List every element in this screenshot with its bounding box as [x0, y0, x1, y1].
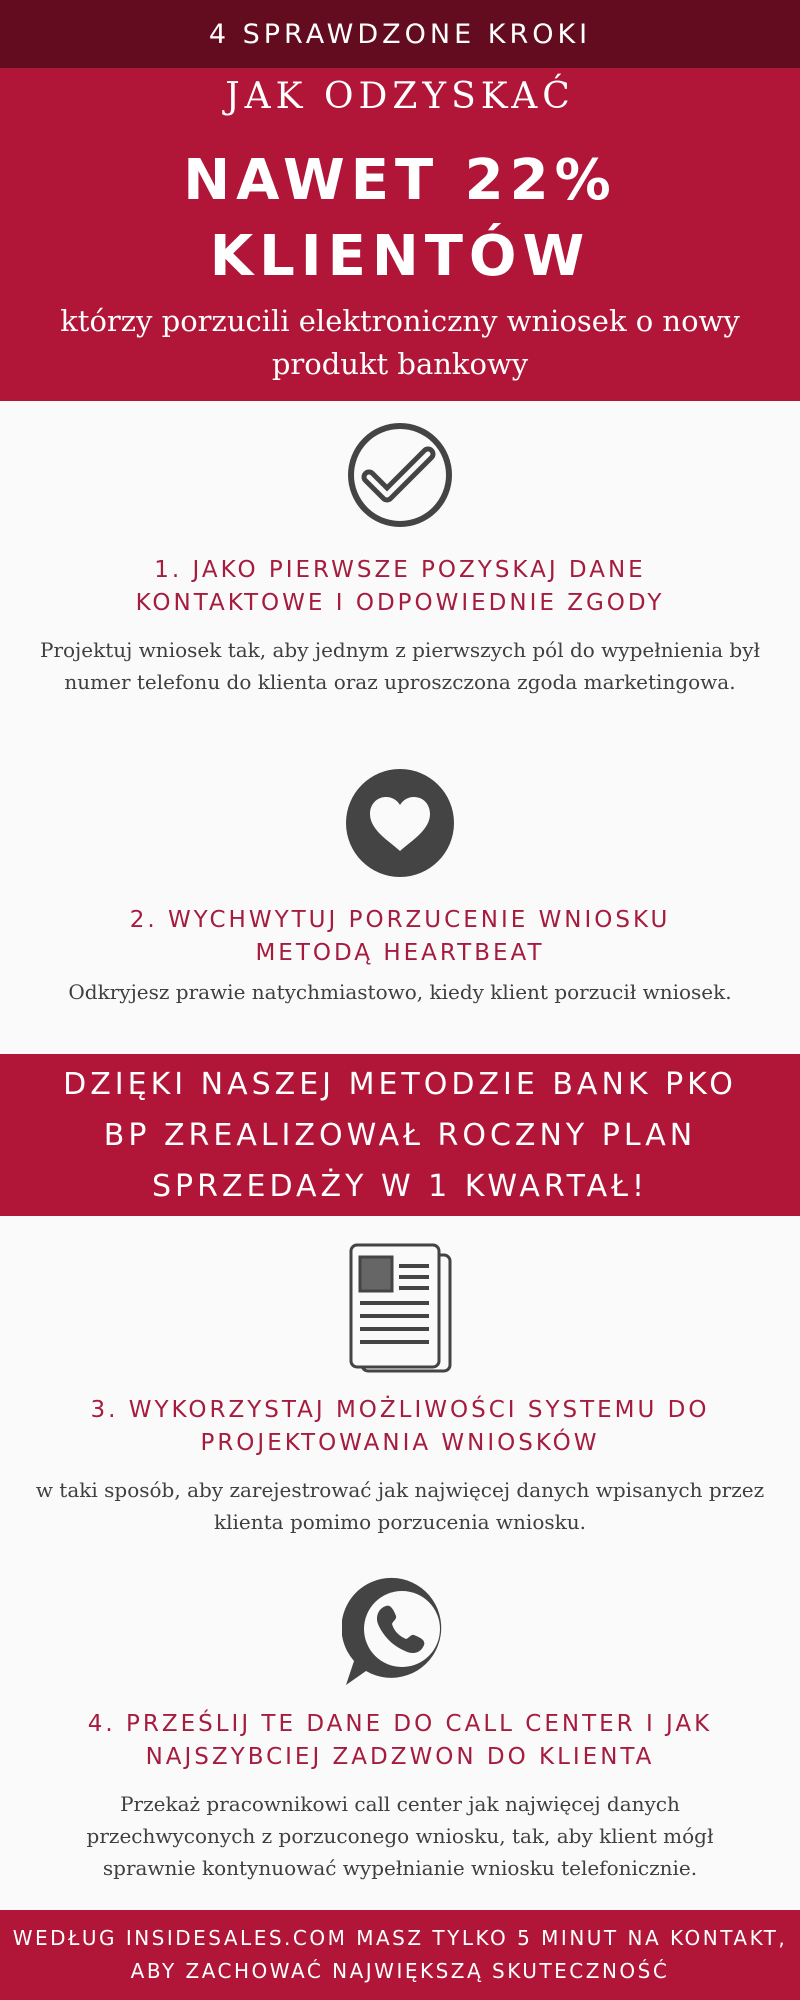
footer-banner	[0, 1910, 800, 2000]
footer-text: WEDŁUG INSIDESALES.COM MASZ TYLKO 5 MINUT NA KONTAKT, ABY ZACHOWAĆ NAJWIĘKSZĄ SKUTECZNOŚĆ	[12, 1926, 788, 1983]
step-2-title: 2. WYCHWYTUJ PORZUCENIE WNIOSKU METODĄ HEARTBEAT	[129, 907, 671, 966]
hero-kicker: JAK ODZYSKAĆ	[225, 76, 575, 117]
step-1-title: 1. JAKO PIERWSZE POZYSKAJ DANE KONTAKTOWE I ODPOWIEDNIE ZGODY	[135, 557, 665, 616]
top-banner	[0, 0, 800, 68]
checkmark-circle-icon	[0, 421, 800, 529]
step-1-description: Projektuj wniosek tak, aby jednym z pierwszych pól do wypełnienia był numer telefonu do klienta oraz uproszczona zgoda marketingowa.	[40, 638, 760, 694]
hero-headline: NAWET 22% KLIENTÓW	[183, 148, 617, 289]
whatsapp-phone-icon	[0, 1573, 800, 1689]
hero-subheadline: którzy porzucili elektroniczny wniosek o nowy produkt bankowy	[60, 304, 740, 381]
step-3-description: w taki sposób, aby zarejestrować jak najwięcej danych wpisanych przez klienta pomimo porzucenia wniosku.	[35, 1478, 765, 1534]
step-4-title: 4. PRZEŚLIJ TE DANE DO CALL CENTER I JAK NAJSZYBCIEJ ZADZWON DO KLIENTA	[87, 1711, 713, 1770]
step-4-description: Przekaż pracownikowi call center jak najwięcej danych przechwyconych z porzuconego wniosku, tak, aby klient mógł sprawnie kontynuować wypełnianie wniosku telefonicznie.	[86, 1792, 714, 1880]
top-banner-text: 4 SPRAWDZONE KROKI	[208, 18, 592, 50]
highlight-band-text: DZIĘKI NASZEJ METODZIE BANK PKO BP ZREALIZOWAŁ ROCZNY PLAN SPRZEDAŻY W 1 KWARTAŁ!	[63, 1066, 737, 1204]
step-2-description: Odkryjesz prawie natychmiastowo, kiedy klient porzucił wniosek.	[68, 980, 732, 1004]
highlight-band	[0, 1054, 800, 1216]
step-3-title: 3. WYKORZYSTAJ MOŻLIWOŚCI SYSTEMU DO PROJEKTOWANIA WNIOSKÓW	[90, 1397, 710, 1456]
heart-circle-icon	[0, 768, 800, 878]
document-icon	[0, 1241, 800, 1377]
hero-section	[0, 68, 800, 401]
